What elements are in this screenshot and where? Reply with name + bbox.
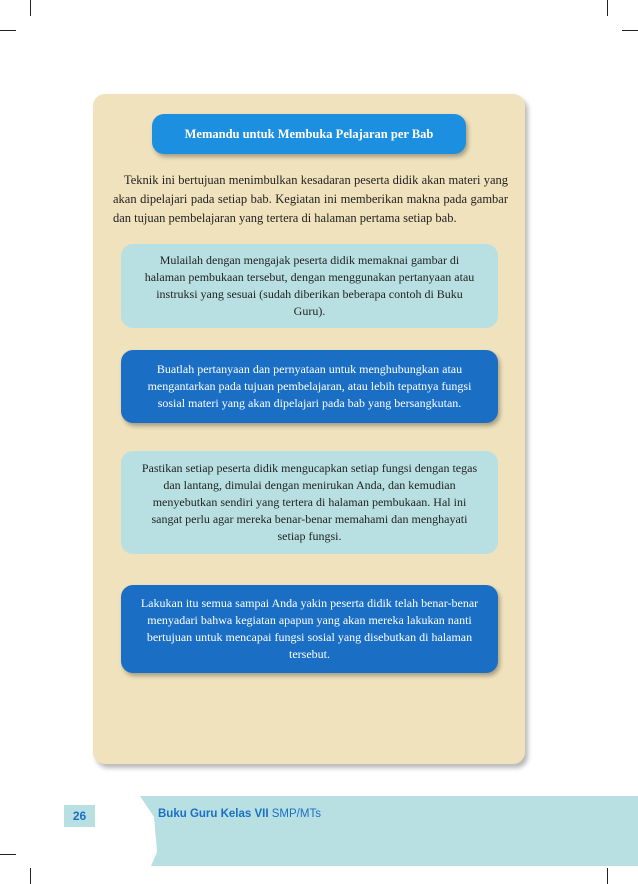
crop-mark xyxy=(607,0,608,16)
step-box-2 xyxy=(121,350,498,423)
step-text-3: Pastikan setiap peserta didik mengucapkan setiap fungsi dengan tegas dan lantang, dimulai dengan menirukan Anda, dan kemudian menyebutkan sendiri yang tertera di halaman pembukaan. Hal ini sangat perlu agar mereka benar-benar memahami dan menghayati setiap fungsi. xyxy=(141,461,478,543)
step-text-2: Buatlah pertanyaan dan pernyataan untuk menghubungkan atau mengantarkan pada tujuan pembelajaran, atau lebih tepatnya fungsi sosial materi yang akan dipelajari pada bab yang bersangkutan. xyxy=(147,362,472,410)
crop-mark xyxy=(622,30,638,31)
book-subtitle: SMP/MTs xyxy=(271,808,321,820)
crop-mark xyxy=(30,0,31,16)
crop-mark xyxy=(607,868,608,884)
step-box-3 xyxy=(121,451,498,554)
step-text-1: Mulailah dengan mengajak peserta didik memaknai gambar di halaman pembukaan tersebut, dengan menggunakan pertanyaan atau instruksi yang sesuai (sudah diberikan beberapa contoh di Buku Guru). xyxy=(144,253,475,318)
crop-mark xyxy=(30,868,31,884)
intro-paragraph: Teknik ini bertujuan menimbulkan kesadaran peserta didik akan materi yang akan dipelajari pada setiap bab. Kegiatan ini memberikan makna pada gambar dan tujuan pembelajaran yang tertera di halaman pertama setiap bab. xyxy=(113,173,508,225)
step-box-1 xyxy=(121,244,498,328)
step-box-4 xyxy=(121,585,498,673)
page-number xyxy=(64,805,95,827)
page-number-text: 26 xyxy=(72,809,87,823)
page-title xyxy=(152,114,466,154)
step-text-4: Lakukan itu semua sampai Anda yakin peserta didik telah benar-benar menyadari bahwa kegiatan apapun yang akan mereka lakukan nanti bertujuan untuk mencapai fungsi sosial yang disebutkan di halaman tersebut. xyxy=(140,596,479,661)
page-title-text: Memandu untuk Membuka Pelajaran per Bab xyxy=(184,126,434,141)
book-title: Buku Guru Kelas VII xyxy=(158,808,269,820)
footer-book-title xyxy=(158,808,321,820)
crop-mark xyxy=(0,30,16,31)
crop-mark xyxy=(0,854,16,855)
footer-band xyxy=(140,796,638,866)
